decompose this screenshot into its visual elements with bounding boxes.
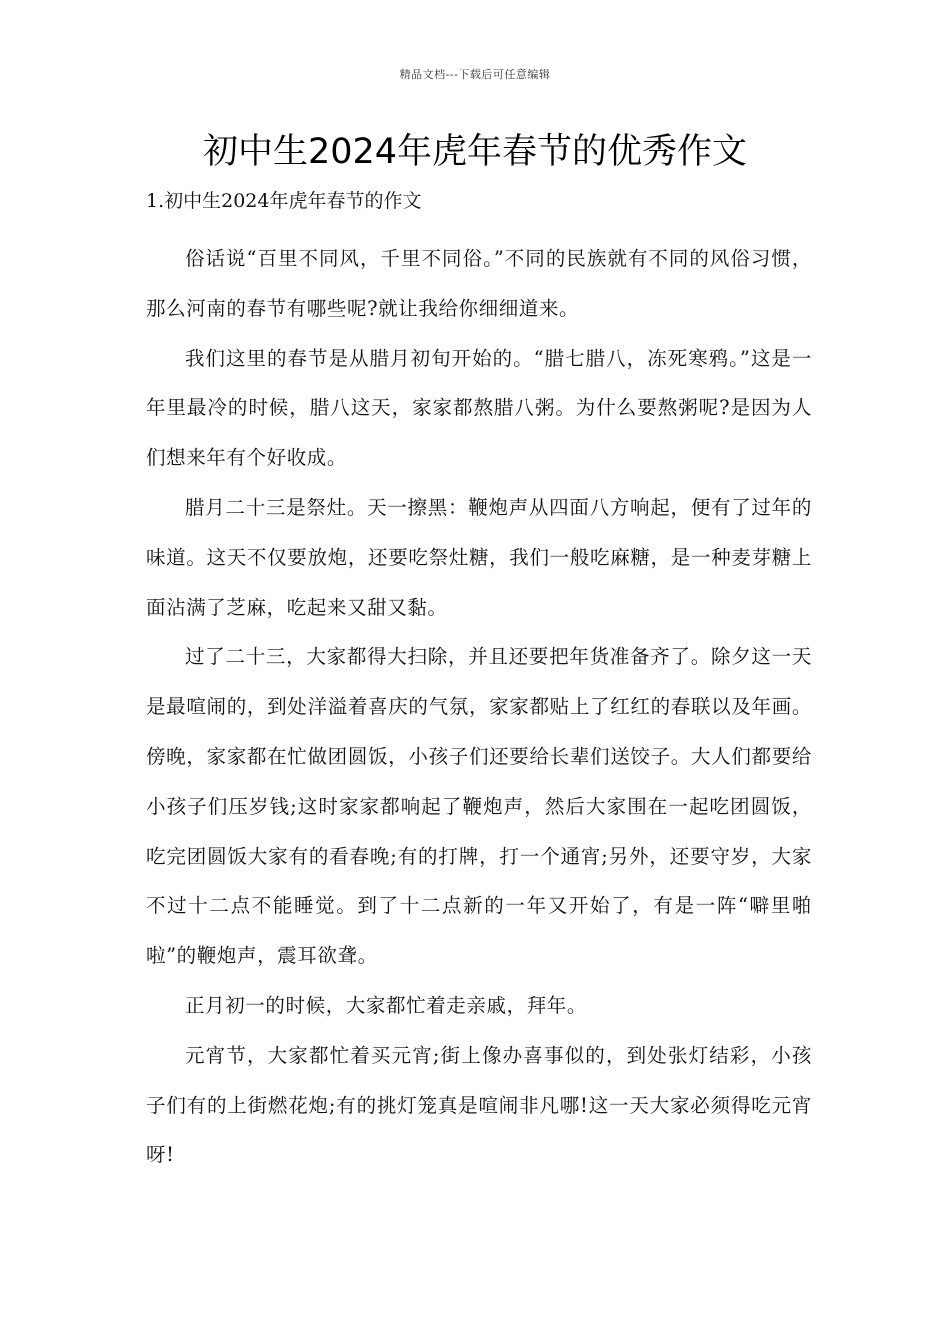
section-heading: 1.初中生2024年虎年春节的作文 <box>146 190 422 212</box>
header-note: 精品文档---下载后可任意编辑 <box>399 68 551 81</box>
paragraph-yuanxiao: 元宵节，大家都忙着买元宵;街上像办喜事似的，到处张灯结彩，小孩子们有的上街燃花炮;有的挑灯笼真是喧闹非凡哪!这一天大家必须得吃元宵呀! <box>146 1043 812 1167</box>
paragraph-jizao: 腊月二十三是祭灶。天一擦黑：鞭炮声从四面八方响起，便有了过年的味道。这天不仅要放炮，还要吃祭灶糖，我们一般吃麻糖，是一种麦芽糖上面沾满了芝麻，吃起来又甜又黏。 <box>146 495 812 619</box>
document-title: 初中生2024年虎年春节的优秀作文 <box>202 132 748 172</box>
document-body <box>146 184 812 1180</box>
paragraph-laba: 我们这里的春节是从腊月初旬开始的。“腊七腊八，冻死寒鸦。”这是一年里最冷的时候，腊八这天，家家都熬腊八粥。为什么要熬粥呢?是因为人们想来年有个好收成。 <box>146 346 812 470</box>
paragraph-intro: 俗话说“百里不同风，千里不同俗。”不同的民族就有不同的风俗习惯，那么河南的春节有哪些呢?就让我给你细细道来。 <box>146 247 812 320</box>
paragraph-chuyi: 正月初一的时候，大家都忙着走亲戚，拜年。 <box>185 993 588 1017</box>
paragraph-chuxi: 过了二十三，大家都得大扫除，并且还要把年货准备齐了。除夕这一天是最喧闹的，到处洋溢着喜庆的气氛，家家都贴上了红红的春联以及年画。傍晚，家家都在忙做团圆饭，小孩子们还要给长辈们送饺子。大人们都要给小孩子们压岁钱;这时家家都响起了鞭炮声，然后大家围在一起吃团圆饭，吃完团圆饭大家有的看春晚;有的打牌，打一个通宵;另外，还要守岁，大家不过十二点不能睡觉。到了十二点新的一年又开始了，有是一阵“噼里啪啦”的鞭炮声，震耳欲聋。 <box>146 645 812 968</box>
